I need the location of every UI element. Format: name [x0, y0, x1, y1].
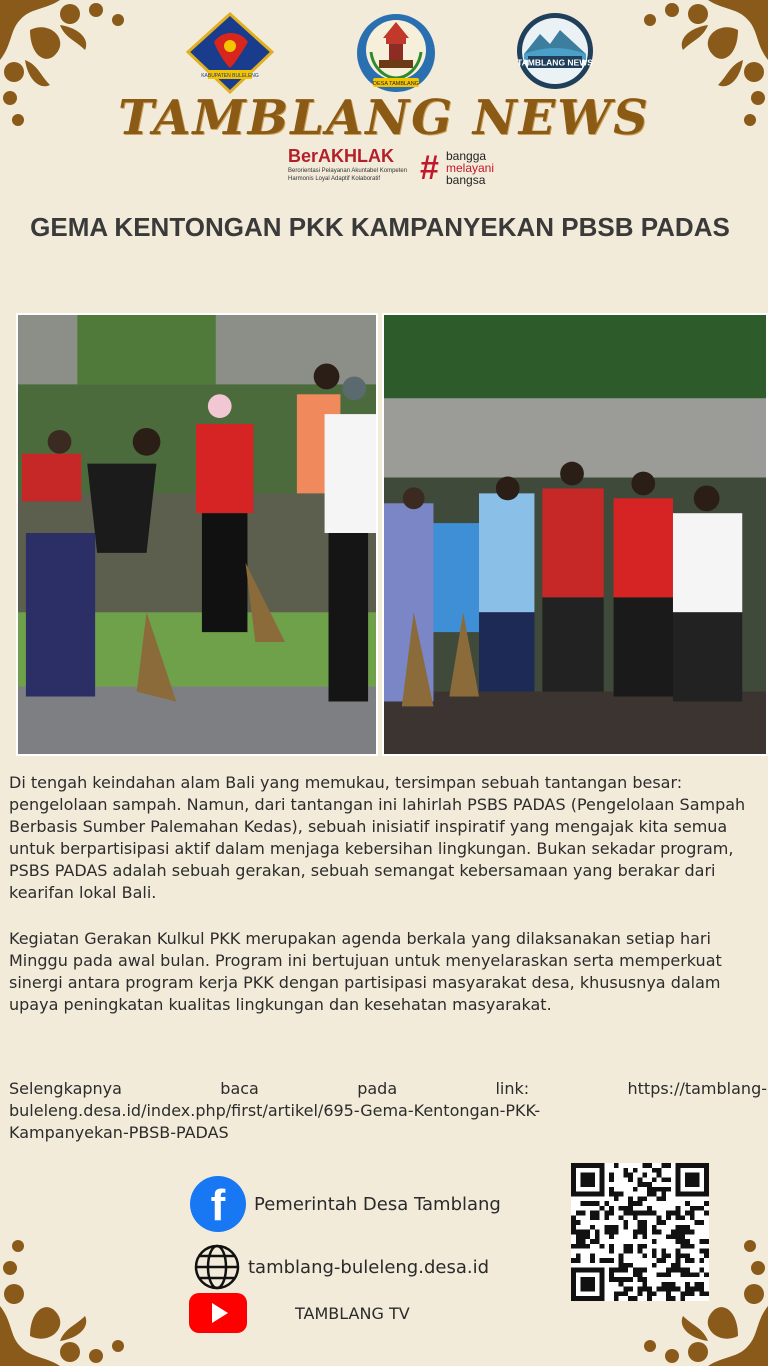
logo-caption: TAMBLANG NEWS	[517, 57, 593, 68]
tamblang-news-logo	[516, 12, 594, 90]
facebook-icon: f	[190, 1176, 246, 1232]
desa-tamblang-logo	[355, 12, 437, 94]
globe-icon	[194, 1244, 240, 1290]
qr-code[interactable]	[571, 1163, 709, 1301]
youtube-icon	[189, 1293, 247, 1333]
link-word: Selengkapnya	[9, 1079, 122, 1098]
logo-caption: KABUPATEN BULELENG	[201, 73, 259, 79]
link-word: link:	[495, 1079, 530, 1098]
read-more-link[interactable]	[9, 1078, 767, 1144]
website-label: tamblang-buleleng.desa.id	[248, 1256, 490, 1278]
bangga-line1: bangga	[446, 149, 487, 163]
link-word: baca	[220, 1079, 259, 1098]
link-url-line2[interactable]: buleleng.desa.id/index.php/first/artikel/695-Gema-Kentongan-PKK-	[9, 1101, 541, 1120]
dinosaur-icon	[628, 1220, 652, 1244]
link-url-line3[interactable]: Kampanyekan-PBSB-PADAS	[9, 1123, 229, 1142]
article-paragraph-2: Kegiatan Gerakan Kulkul PKK merupakan agenda berkala yang dilaksanakan setiap hari Minggu pada awal bulan. Program ini bertujuan untuk menyelaraskan serta memperkuat sinergi antara program kerja PKK dengan partisipasi masyarakat desa, khususnya dalam upaya peningkatan kualitas lingkungan dan kesehatan masyarakat.	[9, 929, 722, 1014]
masthead-title: TAMBLANG NEWS	[118, 90, 650, 146]
link-url-start[interactable]: https://tamblang-	[627, 1079, 767, 1098]
youtube-label: TAMBLANG TV	[295, 1303, 410, 1323]
facebook-label: Pemerintah Desa Tamblang	[254, 1193, 501, 1215]
logo-caption: DESA TAMBLANG	[373, 81, 419, 87]
article-headline: GEMA KENTONGAN PKK KAMPANYEKAN PBSB PADAS	[30, 212, 730, 242]
bangga-melayani-logo	[420, 150, 530, 190]
berakhlak-line1: Berorientasi Pelayanan Akuntabel Kompeten	[288, 168, 408, 174]
berakhlak-line2: Harmonis Loyal Adaptif Kolaboratif	[288, 176, 381, 182]
berakhlak-word: BerAKHLAK	[288, 146, 395, 166]
facebook-row[interactable]	[190, 1176, 501, 1232]
hash-icon: #	[420, 149, 439, 187]
bangga-line3: bangsa	[446, 173, 486, 187]
youtube-row[interactable]	[189, 1293, 410, 1333]
berakhlak-logo	[288, 146, 412, 190]
bangga-line2: melayani	[446, 161, 495, 175]
photo-group-with-brooms	[382, 313, 768, 756]
link-word: pada	[357, 1079, 398, 1098]
corner-ornament-bottom-left	[0, 1226, 140, 1366]
website-row[interactable]	[194, 1244, 489, 1290]
photo-sweeping-street	[16, 313, 378, 756]
article-paragraph-1: Di tengah keindahan alam Bali yang memukau, tersimpan sebuah tantangan besar: pengelolaan sampah. Namun, dari tantangan ini lahirlah PSBS PADAS (Pengelolaan Sampah Berbasis Sumber Palemahan Kedas), sebuah inisiatif inspiratif yang mengajak kita semua untuk berpartisipasi aktif dalam menjaga kebersihan lingkungan. Bukan sekadar program, PSBS PADAS adalah sebuah gerakan, sebuah semangat kebersamaan yang berakar dari kearifan lokal Bali.	[9, 773, 746, 902]
buleleng-regency-logo	[186, 12, 274, 94]
